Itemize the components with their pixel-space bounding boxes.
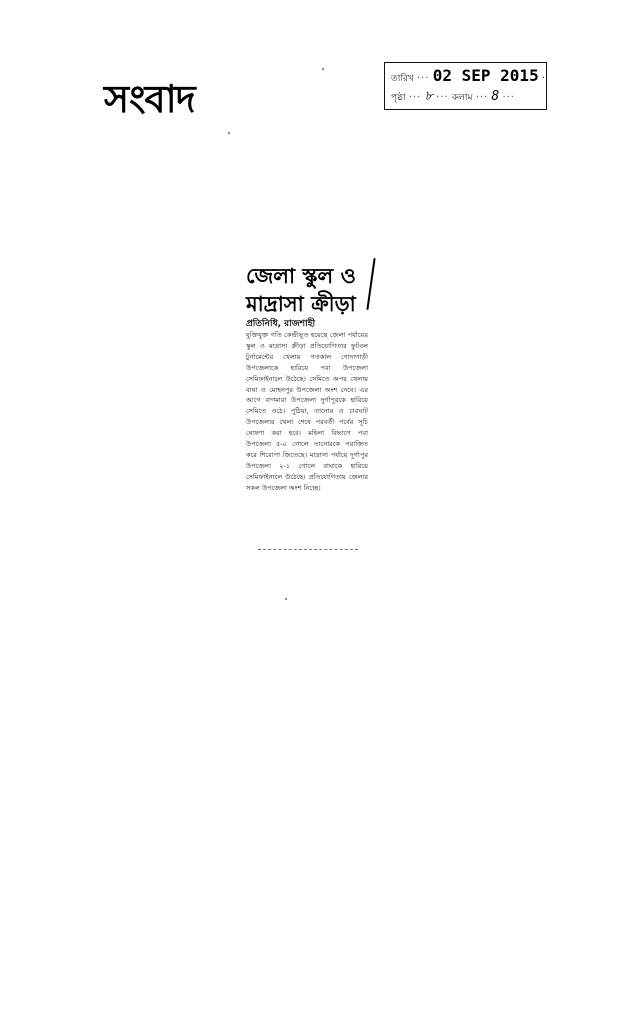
stamp-page-value: ৮ <box>424 89 433 104</box>
stamp-page-label: পৃষ্ঠা <box>391 93 406 103</box>
news-clipping <box>240 258 372 558</box>
newspaper-masthead: সংবাদ <box>104 77 195 121</box>
scan-speck <box>228 132 230 134</box>
stamp-date-value: 02 SEP 2015 <box>432 66 539 85</box>
headline-line-2: মাদ্রাসা ক্রীড়া <box>246 292 356 316</box>
article-body: যুক্তিযুক্ত গতি কেন্দ্রীভূত হয়েছে জেলা পর্যায়ের স্কুল ও মাদ্রাসা ক্রীড়া প্রতিযোগিতার ফুটবল টুর্নামেন্টের খেলায় গতকাল গোদাগাড়ী উপজেলাকে হারিয়ে পবা উপজেলা সেমিফাইনালে উঠেছে। সেমিতে অপর খেলায় বাঘা ও মোহনপুর উপজেলা অংশ নেবে। এর আগে বাগমারা উপজেলা দুর্গাপুরকে হারিয়ে সেমিতে ওঠে। পুঠিয়া, তানোর ও চারঘাট উপজেলার খেলা শেষে পরবর্তী পর্বের সূচি ঘোষণা করা হবে। মহিলা বিভাগে পবা উপজেলা ৫-০ গোলে তানোরকে পরাজিত করে শিরোপা জিতেছে। মাদ্রাসা পর্যায়ে দুর্গাপুর উপজেলা ২-১ গোলে বাঘাকে হারিয়ে সেমিফাইনালে উঠেছে। প্রতিযোগিতায় জেলার সকল উপজেলা অংশ নিচ্ছে। <box>246 331 368 492</box>
stamp-page-row: পৃষ্ঠা ··· ৮ ··· কলাম ··· 8 ··· <box>391 89 515 104</box>
scan-speck <box>285 598 287 600</box>
stamp-date-row: তারিখ ··· 02 SEP 2015 · <box>391 66 547 85</box>
stamp-date-label: তারিখ <box>391 74 414 84</box>
clipping-cut-line <box>258 549 358 550</box>
headline-line-1: জেলা স্কুল ও <box>246 264 356 288</box>
stamp-column-value: 8 <box>491 89 500 104</box>
clipping-stamp <box>384 62 547 110</box>
scan-speck <box>322 68 324 70</box>
stamp-column-label: কলাম <box>451 93 473 103</box>
article-byline: প্রতিনিধি, রাজশাহী <box>246 319 316 329</box>
